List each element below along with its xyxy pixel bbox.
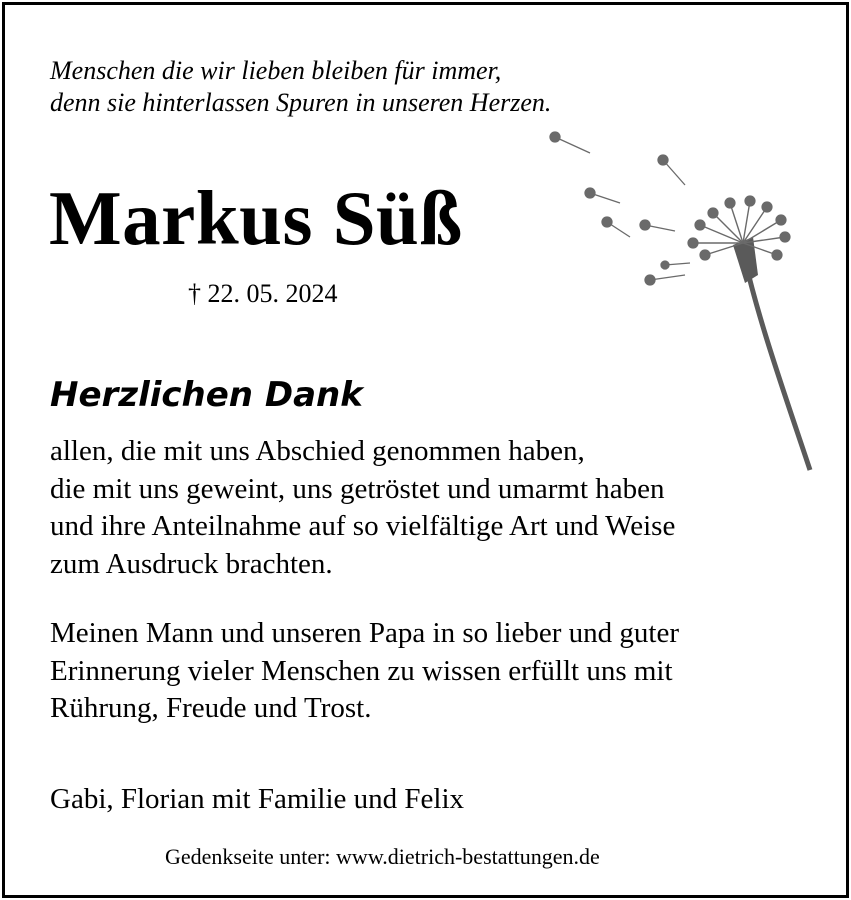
thanks-heading: Herzlichen Dank xyxy=(50,375,363,415)
signers: Gabi, Florian mit Familie und Felix xyxy=(50,783,465,815)
text-line: allen, die mit uns Abschied genommen haben, xyxy=(50,435,585,467)
quote-line: denn sie hinterlassen Spuren in unseren Herzen. xyxy=(50,88,552,117)
memorial-quote xyxy=(50,55,551,119)
thanks-paragraph-1 xyxy=(50,433,675,583)
text-line: zum Ausdruck brachten. xyxy=(50,547,333,580)
text-line: und ihre Anteilnahme auf so vielfältige Art und Weise xyxy=(50,510,676,542)
text-line: Erinnerung vieler Menschen zu wissen erfüllt uns mit xyxy=(50,654,673,687)
text-line: Meinen Mann und unseren Papa in so lieber und guter xyxy=(50,617,679,649)
dandelion-icon xyxy=(545,125,825,485)
text-line: die mit uns geweint, uns getröstet und umarmt haben xyxy=(50,472,665,505)
memorial-page-footer: Gedenkseite unter: www.dietrich-bestattungen.de xyxy=(165,844,600,869)
text-line: Rührung, Freude und Trost. xyxy=(50,692,372,724)
thanks-paragraph-2 xyxy=(50,615,679,728)
obituary-card xyxy=(2,2,849,898)
deceased-name: Markus Süß xyxy=(49,175,463,261)
death-date: † 22. 05. 2024 xyxy=(188,279,338,308)
quote-line: Menschen die wir lieben bleiben für immer, xyxy=(50,56,502,85)
